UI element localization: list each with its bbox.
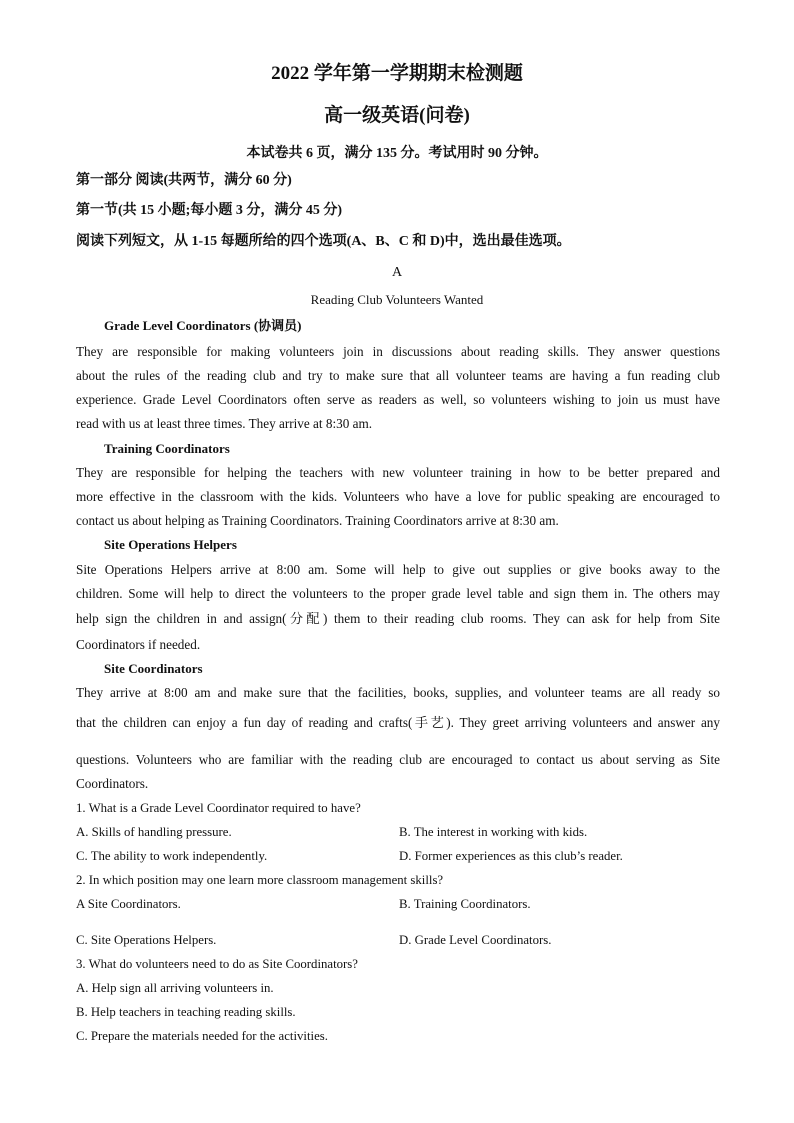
question-1-stem: 1. What is a Grade Level Coordinator required to have? [76,801,361,815]
question-1-option-b: B. The interest in working with kids. [399,825,588,839]
section-heading-site-coordinators: Site Coordinators [104,661,203,676]
question-3-option-c: C. Prepare the materials needed for the activities. [76,1029,328,1043]
exam-subtitle: 高一级英语(问卷) [324,105,470,126]
paragraph-line: They arrive at 8:00 am and make sure that the facilities, books, supplies, and volunteer teams are all ready so [76,685,720,700]
directions: 阅读下列短文，从 1-15 每题所给的四个选项(A、B、C 和 D)中，选出最佳选项。 [76,234,571,249]
paragraph-line: contact us about helping as Training Coordinators. Training Coordinators arrive at 8:30 am. [76,513,559,528]
section-heading-site-operations: Site Operations Helpers [104,537,237,552]
section-heading-grade-level: Grade Level Coordinators (协调员) [104,318,302,333]
question-1-option-c: C. The ability to work independently. [76,849,268,863]
paragraph-line: experience. Grade Level Coordinators often serve as readers as well, so volunteers wishing to join us must have [76,392,720,407]
question-2-option-c: C. Site Operations Helpers. [76,933,217,947]
passage-title: Reading Club Volunteers Wanted [310,292,484,307]
paragraph-line: more effective in the classroom with the kids. Volunteers who have a love for public speaking are encouraged to [76,489,720,504]
question-3-option-a: A. Help sign all arriving volunteers in. [76,981,274,995]
paragraph-line: They are responsible for helping the teachers with new volunteer training in how to be better prepared and [76,465,720,480]
exam-title: 2022 学年第一学期期末检测题 [271,63,523,84]
paragraph-line: that the children can enjoy a fun day of reading and crafts(手艺). They greet arriving volunteers and answer any [76,715,720,730]
question-2-option-a: A Site Coordinators. [76,897,181,911]
paragraph-line: questions. Volunteers who are familiar with the reading club are encouraged to contact us about serving as Site [76,752,720,767]
question-2-option-d: D. Grade Level Coordinators. [399,933,552,947]
question-3-option-b: B. Help teachers in teaching reading skills. [76,1005,296,1019]
question-1-option-a: A. Skills of handling pressure. [76,825,232,839]
passage-label: A [391,265,403,280]
section-heading: 第一节(共 15 小题;每小题 3 分，满分 45 分) [76,203,342,218]
question-2-stem: 2. In which position may one learn more classroom management skills? [76,873,444,887]
part-heading: 第一部分 阅读(共两节，满分 60 分) [76,173,292,188]
section-heading-training: Training Coordinators [104,441,230,456]
paragraph-line: read with us at least three times. They arrive at 8:30 am. [76,416,373,431]
exam-info: 本试卷共 6 页，满分 135 分。考试用时 90 分钟。 [246,146,548,161]
question-3-stem: 3. What do volunteers need to do as Site Coordinators? [76,957,358,971]
paragraph-line: help sign the children in and assign(分配) them to their reading club rooms. They can ask for help from Site [76,611,720,626]
paragraph-line: Coordinators if needed. [76,637,201,652]
paragraph-line: Coordinators. [76,776,149,791]
question-1-option-d: D. Former experiences as this club’s reader. [399,849,623,863]
paragraph-line: Site Operations Helpers arrive at 8:00 am. Some will help to give out supplies or give books away to the [76,562,720,577]
paragraph-line: about the rules of the reading club and try to make sure that all volunteer teams are having a fun reading club [76,368,720,383]
question-2-option-b: B. Training Coordinators. [399,897,531,911]
paragraph-line: They are responsible for making volunteers join in discussions about reading skills. They answer questions [76,344,720,359]
paragraph-line: children. Some will help to direct the volunteers to the proper grade level table and sign them in. The others may [76,586,720,601]
